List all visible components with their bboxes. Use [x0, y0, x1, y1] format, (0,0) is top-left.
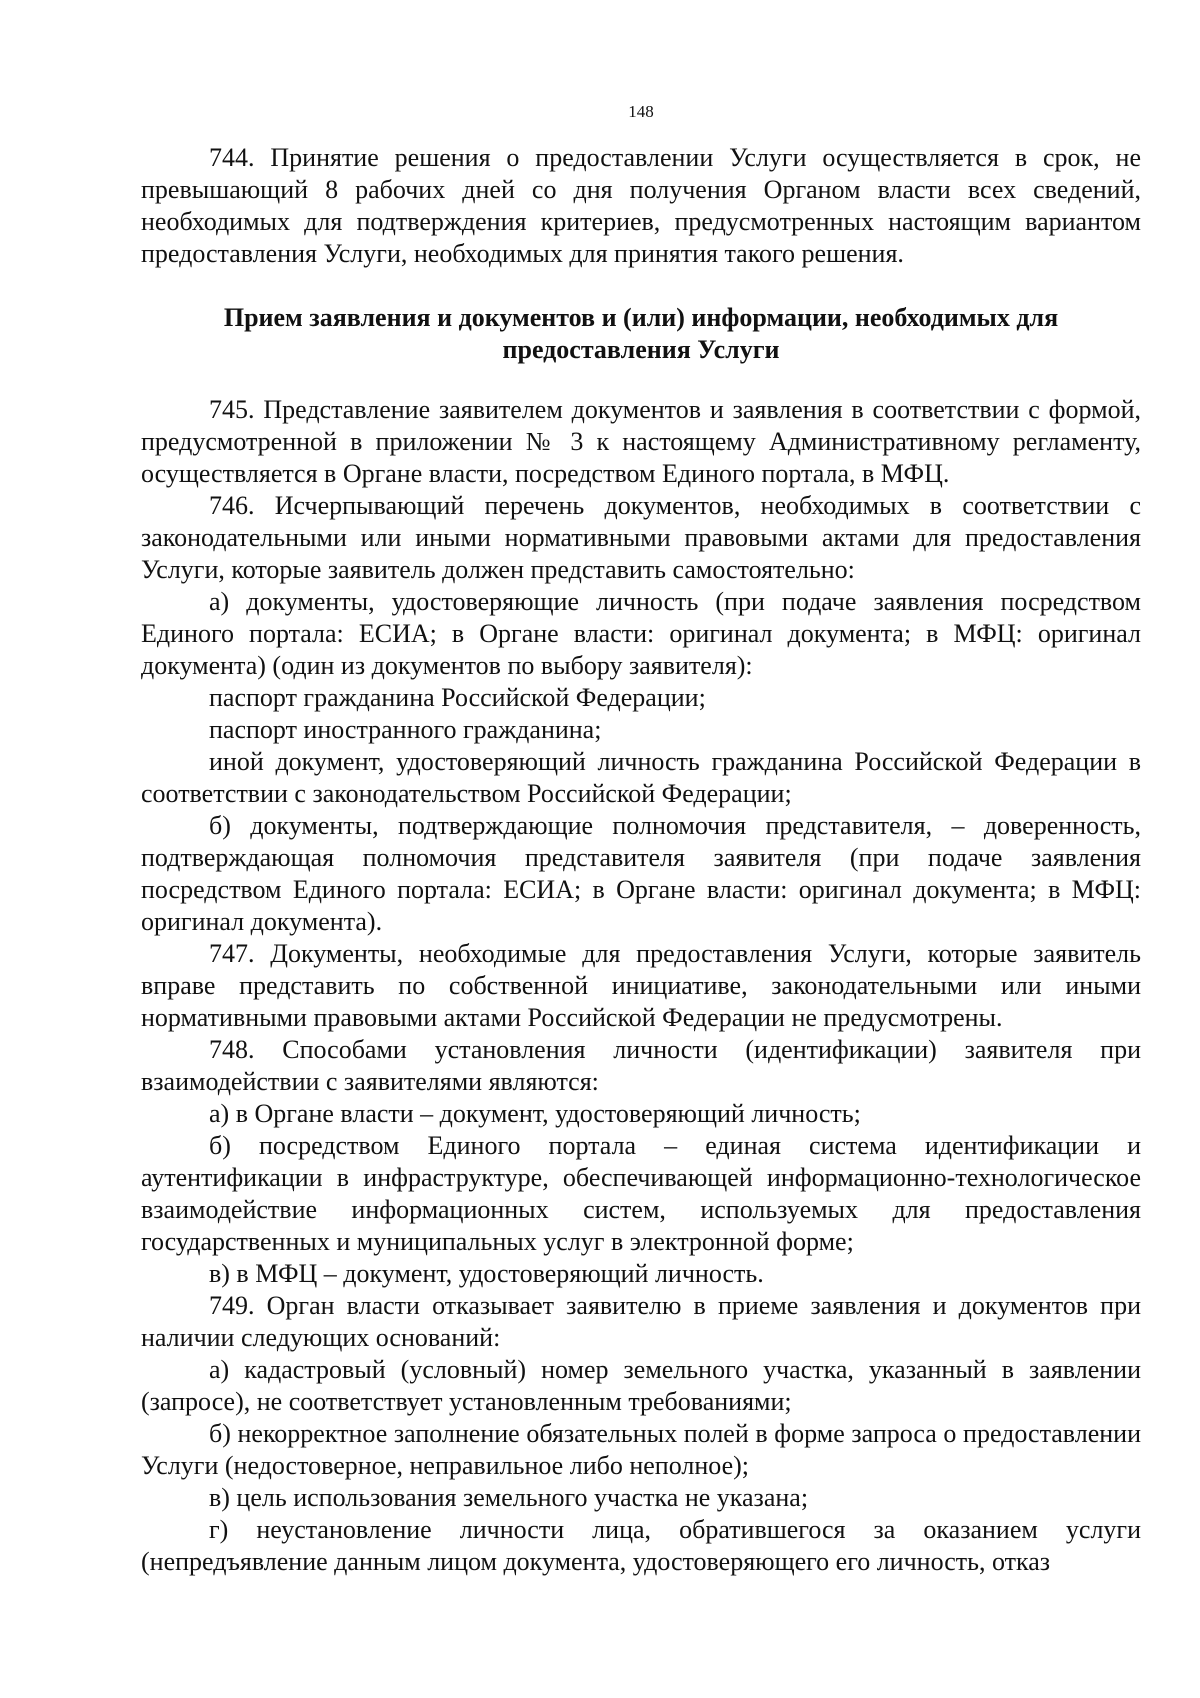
paragraph-749-b: б) некорректное заполнение обязательных полей в форме запроса о предоставлении Услуги (недостоверное, неправильное либо неполное);: [141, 1419, 1141, 1480]
paragraph-746: 746. Исчерпывающий перечень документов, необходимых в соответствии с законодательными или иными нормативными правовыми актами для предоставления Услуги, которые заявитель должен представить самостоятельно:: [141, 491, 1141, 584]
document-page: [141, 102, 1141, 1578]
list-item-passport-foreign: паспорт иностранного гражданина;: [209, 715, 602, 744]
paragraph-748-a: а) в Органе власти – документ, удостоверяющий личность;: [209, 1099, 861, 1128]
paragraph-746-b: б) документы, подтверждающие полномочия представителя, – доверенность, подтверждающая полномочия представителя заявителя (при подаче заявления посредством Единого портала: ЕСИА; в Органе власти: оригинал документа; в МФЦ: оригинал документа).: [141, 811, 1141, 936]
list-item-other-document: иной документ, удостоверяющий личность гражданина Российской Федерации в соответствии с законодательством Российской Федерации;: [141, 747, 1141, 808]
list-item-passport-rf: паспорт гражданина Российской Федерации;: [209, 683, 706, 712]
paragraph-745: 745. Представление заявителем документов и заявления в соответствии с формой, предусмотренной в приложении № 3 к настоящему Административному регламенту, осуществляется в Органе власти, посредством Единого портала, в МФЦ.: [141, 395, 1141, 488]
paragraph-748: 748. Способами установления личности (идентификации) заявителя при взаимодействии с заявителями являются:: [141, 1035, 1141, 1096]
paragraph-749-v: в) цель использования земельного участка не указана;: [209, 1483, 809, 1512]
paragraph-744: 744. Принятие решения о предоставлении Услуги осуществляется в срок, не превышающий 8 рабочих дней со дня получения Органом власти всех сведений, необходимых для подтверждения критериев, предусмотренных настоящим вариантом предоставления Услуги, необходимых для принятия такого решения.: [141, 143, 1141, 268]
paragraph-749: 749. Орган власти отказывает заявителю в приеме заявления и документов при наличии следующих оснований:: [141, 1291, 1141, 1352]
paragraph-749-a: а) кадастровый (условный) номер земельного участка, указанный в заявлении (запросе), не соответствует установленным требованиями;: [141, 1355, 1141, 1416]
paragraph-749-g: г) неустановление личности лица, обратившегося за оказанием услуги (непредъявление данным лицом документа, удостоверяющего его личность, отказ: [141, 1515, 1141, 1576]
paragraph-748-v: в) в МФЦ – документ, удостоверяющий личность.: [209, 1259, 764, 1288]
paragraph-747: 747. Документы, необходимые для предоставления Услуги, которые заявитель вправе представить по собственной инициативе, законодательными или иными нормативными правовыми актами Российской Федерации не предусмотрены.: [141, 939, 1141, 1032]
paragraph-746-a: а) документы, удостоверяющие личность (при подаче заявления посредством Единого портала: ЕСИА; в Органе власти: оригинал документа; в МФЦ: оригинал документа) (один из документов по выбору заявителя):: [141, 587, 1141, 680]
page-number: 148: [628, 102, 654, 121]
paragraph-748-b: б) посредством Единого портала – единая система идентификации и аутентификации в инфраструктуре, обеспечивающей информационно-технологическое взаимодействие информационных систем, используемых для предоставления государственных и муниципальных услуг в электронной форме;: [141, 1131, 1141, 1256]
section-heading: Прием заявления и документов и (или) информации, необходимых для предоставления Услуги: [223, 303, 1059, 364]
